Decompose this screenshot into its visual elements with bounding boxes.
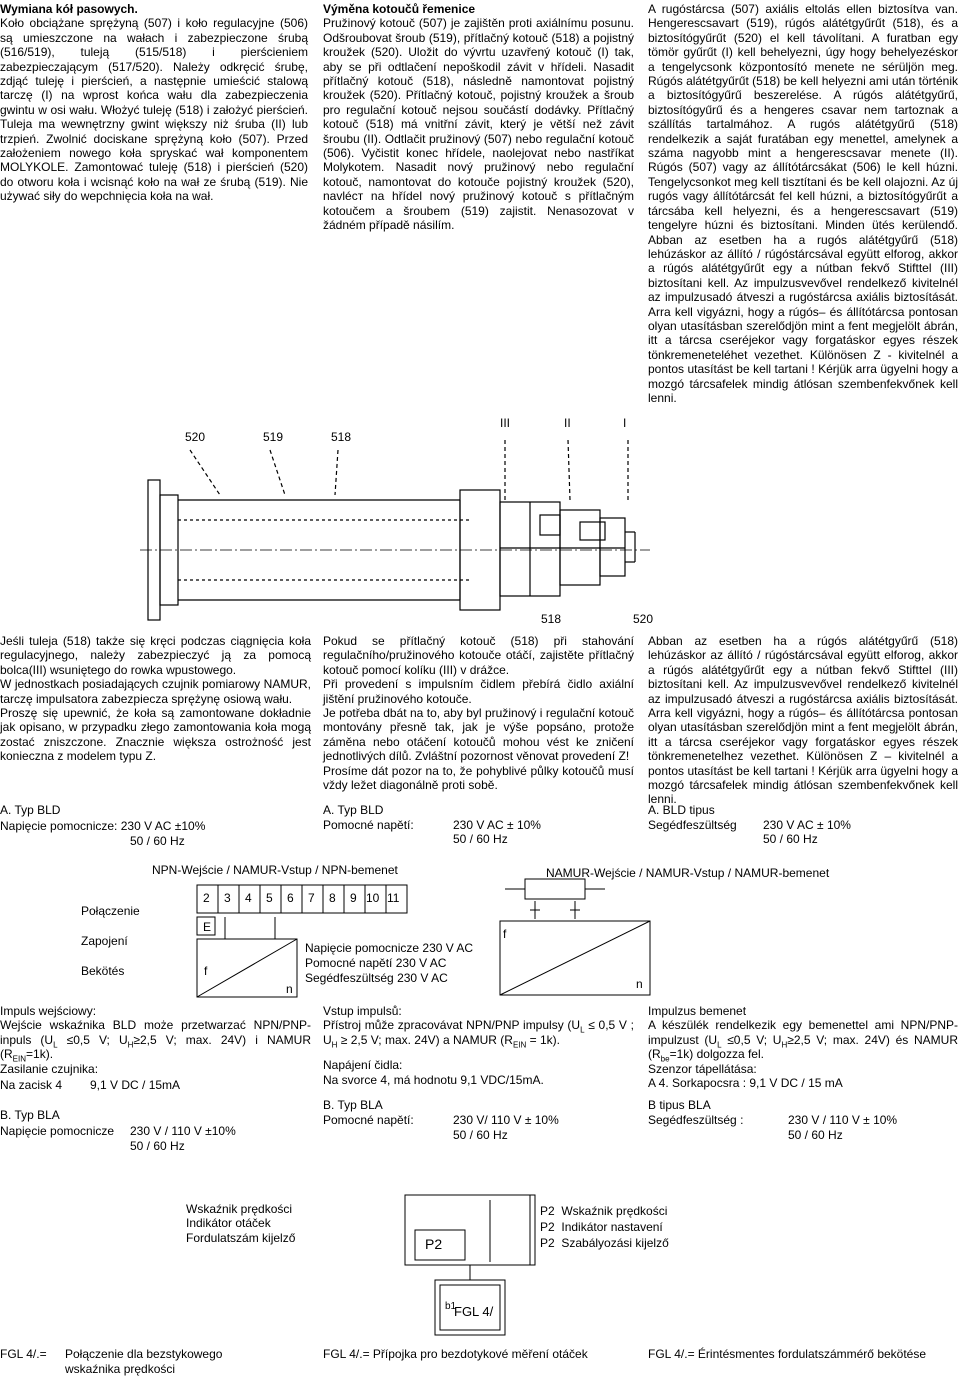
col3-bot-heading: Impulzus bemenet <box>648 1004 747 1018</box>
wiring-terminal-9: 9 <box>350 891 357 905</box>
col3-bot-volt-label: Segédfeszültség : <box>648 1113 744 1127</box>
indicator-plate-label: FGL 4/ <box>454 1304 494 1319</box>
col1-bot-freq: 50 / 60 Hz <box>130 1139 185 1153</box>
col3-mid-volt-label: Segédfeszültség <box>648 818 737 832</box>
footer-col3: FGL 4/.= Érintésmentes fordulatszámmérő bekötése <box>648 1347 927 1361</box>
footer-col1-text2: wskaźnika prędkości <box>65 1362 176 1376</box>
drawing2-label-518: 518 <box>541 612 562 626</box>
col1-mid-p3: Proszę się upewnić, że koła są zamontowane dokładnie jak opisano, w przypadku złego zamontowania koła mogą zostać zniszczone. Znacznie większa ostrożność jest konieczna z modelem typu Z. <box>0 706 311 764</box>
col2-top-text <box>323 2 634 233</box>
col1-bot-supply-label: Na zacisk 4 <box>0 1078 63 1092</box>
col3-mid-volt-val: 230 V AC ± 10% <box>763 818 851 832</box>
indicator-row-1: P2 Wskaźnik prędkości <box>540 1204 668 1218</box>
col3-bot-volt-val: 230 V / 110 V ± 10% <box>788 1113 898 1127</box>
col2-bot-supply-value: Na svorce 4, má hodnotu 9,1 VDC/15mA. <box>323 1073 544 1087</box>
col1-bot-text <box>0 1004 311 1076</box>
wiring-terminal-8: 8 <box>329 891 336 905</box>
col2-bot-text <box>323 1004 634 1050</box>
col2-mid-p1: Pokud se přítlačný kotouč (518) při stahování regulačního/pružinového kotouče otáčí, zajistěte přítlačný kotouč pomocí kolíku (III) v drážce. <box>323 634 634 677</box>
col3-bot-supply-heading: Szenzor tápellátása: <box>648 1061 757 1076</box>
drawing1-label-II: II <box>564 416 571 430</box>
wiring-terminal-11: 11 <box>387 891 400 905</box>
col2-mid-freq: 50 / 60 Hz <box>453 832 508 846</box>
col2-bot-volt-label: Pomocné napětí: <box>323 1113 414 1127</box>
indicator-line-hu: Fordulatszám kijelző <box>186 1230 296 1245</box>
wiring-terminal-7: 7 <box>308 891 315 905</box>
col2-mid-text <box>323 634 634 792</box>
wiring-terminal-6: 6 <box>287 891 294 905</box>
footer-col1-code: FGL 4/.= <box>0 1347 47 1361</box>
wiring-terminal-2: 2 <box>203 891 210 905</box>
col1-mid-freq: 50 / 60 Hz <box>130 834 185 848</box>
col3-body: A rugóstárcsa (507) axiális eltolás ellen biztosítva van. Hengerescsavart (519), rúgós alátétgyűrűt (518), és a biztosítógyűrűt (520) el kell távolítani. A furatban egy tömör gyűrűt (I) kell behelyezni, úgy hogy behelyezéskor a tengelycsonk központosító menete ne sérüljön meg. Rúgós alátétgyűrűt (518) be kell helyezni ami után történik a biztosítógyűrű beszerelése. A rúgós alátétgyűrű, biztosítógyűrű és a hengeres csavar nem tartoznak a szállítás tartalmához. A rugós alátétgyűrű (518) rendelkezik a saját furatában egy menettel, amelynek a száma nagyobb mint a hengerescsavar menete (II). Rúgós (507) vagy az állítótárcsákat (506) le kell húzni. Tengelycsonkot meg kell tisztítani és be kell olajozni. Az új rugós vagy állítótárcsát fel kell húzni, a biztosítógyűrűt a tárcsába kell helyezni, és a hengerescsavart (519) tengelyre húzni és biztosítani. Minden ütés kerülendő. Abban az esetben ha a rugós alátétgyűrű (518) lehúzáskor az állító / rúgóstárcsával együtt elforog, akkor a rúgós alátétgyűrűt egy a nútban fekvő Stifttel (III) biztosítani kell. Az impulzusvevővel rendelkező kivitelnél az impulzusadó átveszi a rugóstárcsa axiális biztosítását. Arra kell vigyázni, hogy a rúgós– és állítótárcsa pontosan olyan utasításban szerelődjön mint a fent megjelölt ábrán, itt a tárcsa cseréjekor vagy forgatáskor egyes részek tönkremeneteléhet vezethet. Különösen Z - kivitelnél a pontos utasítást be kell tartani ! Kérjük arra ügyelni hogy a mozgó tárcsafelek mindig átlósan szembenfekvőnek kell lenni. <box>648 2 958 405</box>
col1-bot-heading: Impuls wejściowy: <box>0 1004 97 1018</box>
col3-top-text <box>648 2 958 405</box>
wiring-terminal-10: 10 <box>366 891 380 905</box>
col1-bot-type: B. Typ BLA <box>0 1108 60 1122</box>
wiring-side-line-hu: Segédfeszültség 230 V AC <box>305 971 448 985</box>
col1-bot-supply-heading: Zasilanie czujnika: <box>0 1061 99 1076</box>
col2-bot-heading: Vstup impulsů: <box>323 1004 402 1018</box>
col1-top-text <box>0 2 308 204</box>
indicator-plate-small: b1 <box>445 1301 457 1312</box>
col3-mid-freq: 50 / 60 Hz <box>763 832 818 846</box>
col2-mid-volt-val: 230 V AC ± 10% <box>453 818 541 832</box>
col3-bot-text <box>648 1004 958 1090</box>
col2-bot-type: B. Typ BLA <box>323 1098 383 1112</box>
col1-heading: Wymiana kół pasowych. <box>0 2 138 16</box>
footer-col2: FGL 4/.= Přípojka pro bezdotykové měření otáček <box>323 1347 588 1361</box>
footer-col1-text1: Połączenie dla bezstykowego <box>65 1347 223 1361</box>
col2-bot-freq: 50 / 60 Hz <box>453 1128 508 1142</box>
drawing1-label-518: 518 <box>331 430 352 444</box>
col2-bot-body: Přístroj může zpracovávat NPN/PNP impulsy ($U_L \le 0,5$ V ; $U_H \ge 2,5$ V; max. 24V) a NAMUR $(R_{EIN} = 1k)$. <box>323 1018 634 1050</box>
col1-mid-text <box>0 634 311 764</box>
col3-bot-freq: 50 / 60 Hz <box>788 1128 843 1142</box>
col2-heading: Výměna kotoučů řemenice <box>323 2 476 16</box>
col3-bot-supply-value: A 4. Sorkapocsra : 9,1 V DC / 15 mA <box>648 1076 843 1091</box>
wiring-f-label: f <box>204 964 208 978</box>
col1-mid-p1: Jeśli tuleja (518) także się kręci podczas ciągnięcia koła regulacyjnego, należy zabezpieczyć ją za pomocą bolca(III) wsuniętego do rowka wpustowego. <box>0 634 311 677</box>
shaft-assembly-drawing <box>0 440 960 640</box>
col1-mid-type: A. Typ BLD <box>0 803 61 817</box>
wiring-right-n-label: n <box>636 977 643 991</box>
indicator-row-3: P2 Szabályozási kijelző <box>540 1236 669 1250</box>
drawing1-label-III: III <box>500 416 511 430</box>
drawing1-label-519: 519 <box>263 430 284 444</box>
col1-mid-p2: W jednostkach posiadających czujnik pomiarowy NAMUR, tarczę impulsatora zabezpiecza sprężynę osiową wału. <box>0 677 311 706</box>
indicator-line-cz: Indikátor otáček <box>186 1216 271 1231</box>
drawing1-label-520: 520 <box>185 430 206 444</box>
wiring-title-right: NAMUR-Wejście / NAMUR-Vstup / NAMUR-bemenet <box>546 866 830 880</box>
col1-bot-supply-value: 9,1 V DC / 15mA <box>90 1078 181 1092</box>
col2-mid-p4: Prosíme dát pozor na to, že pohyblivé půlky kotoučů musí vždy ležet diagonálně proti sobě. <box>323 763 634 793</box>
col2-mid-p3: Je potřeba dbát na to, aby byl pružinový i regulační kotouč montovány přesně tak, jak je výše popsáno, protože záměna nebo otáčení kotoučů mohou vést ke zničení jednotlivých dílů. Zvláštní pozornost věnovat provedení Z! <box>323 706 634 764</box>
wiring-side-line-cz: Pomocné napětí 230 V AC <box>305 956 447 970</box>
wiring-row-label-polaczenie: Połączenie <box>81 904 140 918</box>
col3-mid-text <box>648 634 958 807</box>
col1-body: Koło obciążane sprężyną (507) i koło regulacyjne (506) są umieszczone na wałach i zabezpieczone śrubą (516/519), tuleją (515/518) i pierścieniem zabezpieczającym (517/520). Należy odkręcić śrubę, zdjąć tuleję i pierścień, a następnie umieścić stalową tarczę (I) na wprost końca wału dla zabezpieczenia gwintu w osi wału. Włożyć tuleję (518) i założyć pierścień. Tuleja ma wewnętrzny gwint większy niż śruba (II) lub trzpień. Zwolnić dociskane sprężyną koło (507). Przed założeniem nowego koła spryskać wał komponentem MOLYKOLE. Zamontować tuleję (518) i pierścień (520) do otworu koła i wcisnąć koło na wał ze śrubą (519). Nie używać siły do wepchnięcia koła na wał. <box>0 16 308 204</box>
wiring-title-left: NPN-Wejście / NAMUR-Vstup / NPN-bemenet <box>152 863 398 877</box>
wiring-terminal-4: 4 <box>245 891 252 905</box>
indicator-row-2: P2 Indikátor nastavení <box>540 1220 663 1234</box>
col2-mid-type: A. Typ BLD <box>323 803 384 817</box>
col1-bot-body: Wejście wskaźnika BLD może przetwarzać NPN/PNP-inpuls ($U_L \le 0,5$ V; $U_H\ge 2,5$ V; max. 24V) i NAMUR $(R_{EIN}=1k)$. <box>0 1018 312 1064</box>
indicator-left-labels <box>186 1202 346 1245</box>
col2-mid-volt-label: Pomocné napětí: <box>323 818 414 832</box>
col1-bot-volt-label: Napięcie pomocnicze <box>0 1124 115 1138</box>
wiring-row-label-bekotes: Bekötés <box>81 964 125 978</box>
col2-mid-p2: Při provedení s impulsním čidlem přebírá čidlo axiální jištění pružinového kotouče. <box>323 677 634 706</box>
indicator-line-pl: Wskaźnik prędkości <box>186 1202 293 1216</box>
indicator-panel-label: P2 <box>425 1236 443 1252</box>
wiring-row-label-zapojeni: Zapojení <box>81 934 128 948</box>
col3-mid-type: A. BLD tipus <box>648 803 715 817</box>
col1-mid-volt: Napięcie pomocnicze: 230 V AC ±10% <box>0 819 206 833</box>
wiring-terminal-5: 5 <box>266 891 273 905</box>
drawing1-label-I: I <box>623 416 627 430</box>
col2-bot-supply-heading: Napájení čidla: <box>323 1058 403 1072</box>
col3-bot-type: B tipus BLA <box>648 1098 711 1112</box>
wiring-n-label: n <box>286 982 293 996</box>
col2-bot-volt-val: 230 V/ 110 V ± 10% <box>453 1113 559 1127</box>
wiring-e-label: E <box>203 920 212 934</box>
drawing2-label-520: 520 <box>633 612 654 626</box>
wiring-terminal-3: 3 <box>224 891 231 905</box>
col3-bot-body: A készülék rendelkezik egy bemenettel ami NPN/PNP-impulzust ($U_L \le 0,5$ V; $U_H\ge 2,5$ V; max. 24V) és NAMUR $(R_{be}=1k)$ dolgozza fel. <box>648 1018 959 1064</box>
wiring-side-line-pl: Napięcie pomocnicze 230 V AC <box>305 941 474 955</box>
wiring-right-f-label: f <box>503 927 507 941</box>
col1-bot-volt-val: 230 V / 110 V ±10% <box>130 1124 236 1138</box>
col2-body: Pružinový kotouč (507) je zajištěn proti axiálnímu posunu. Odšroubovat šroub (519), přítlačný kotouč (518) a pojistný kroužek (520). Uložit do vývrtu uzavřený kotouč (I) tak, aby se při odtlačení nepoškodil závit v hřídeli. Nasadit přítlačný kotouč (518), následně namontovat pojistný kroužek (520). Přítlačný kotouč, pojistný kroužek a šroub pro regulační kotouč nejsou součástí dodávky. Přítlačný kotouč (518) má vnitřní závit, který je větší než závit šroubu (II). Odtlačit pružinový (507) nebo regulační kotouč (506). Vyčistit konec hřídele, naolejovat nebo nastříkat Molykotem. Nasadit nový pružinový nebo regulační kotouč, namontovat do kotouče pojistný kroužek (520), navlécт na hřídel nový pružinový kotouč s přítlačným kotoučem a šroubem (519) zajistit. Nenasozovat v žádném případě násilím. <box>323 16 634 233</box>
col3-mid-p1: Abban az esetben ha a rúgós alátétgyűrű (518) lehúzáskor az állító / rúgóstárcsával együtt elforog, akkor a rúgós alátétgyűrűt egy a nútban fekvő Stifttel (III) biztosítani kell. Az impulzusvevővel rendelkező kivitelnél az impulzusadó átveszi a rugóstárcsa axiális biztosítását. Arra kell vigyázni, hogy a rúgós– és állítótárcsa pontosan olyan utasításban szerelődjön mint a fent megjelölt ábrán, itt a tárcsa cseréjekor vagy forgatáskor egyes részek tönkremenetelhez vezethet. Különösen Z – kivitelnél a pontos utasítást be kell tartani ! Kérjük arra ügyelni hogy a mozgó tárcsafelek mindig átlósan szembenfekvőnek kell lenni. <box>648 634 958 807</box>
